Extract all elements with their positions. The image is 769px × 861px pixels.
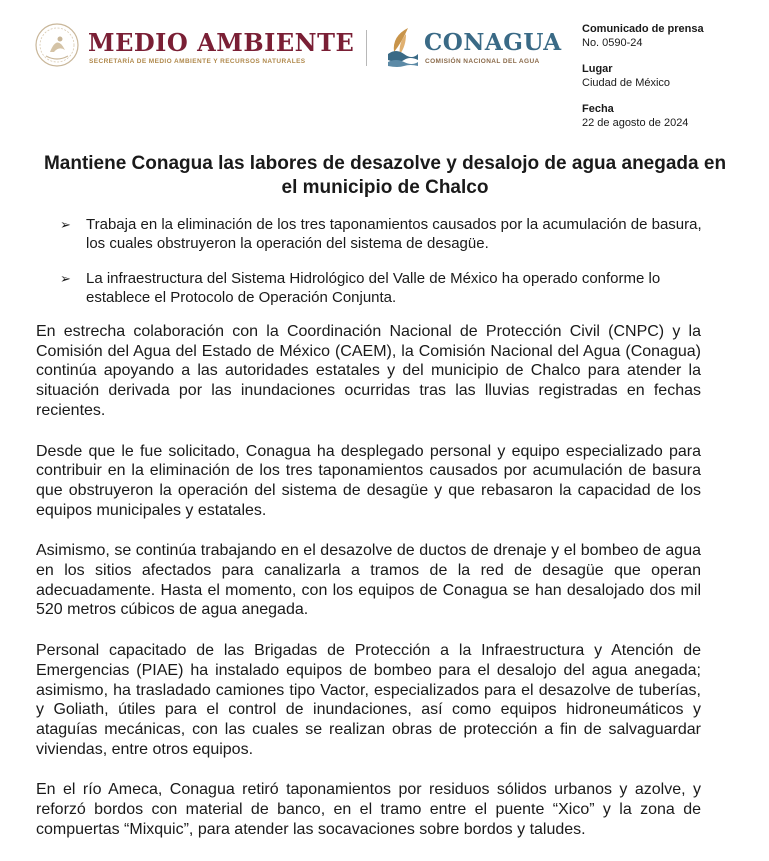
press-release-meta xyxy=(582,22,704,142)
meta-value-date: 22 de agosto de 2024 xyxy=(582,117,689,129)
headline: Mantiene Conagua las labores de desazolve y desalojo de agua anegada en el municipio de Chalco xyxy=(43,153,727,198)
bullet-text: La infraestructura del Sistema Hidrológico del Valle de México ha operado conforme lo establece el Protocolo de Operación Conjunta. xyxy=(86,270,661,306)
paragraph: Asimismo, se continúa trabajando en el desazolve de ductos de drenaje y el bombeo de agua en los sitios afectados para canalizarla a tramos de la red de desagüe que operan adecuadamente. Hasta el momento, con los equipos de Conagua se han desalojado dos mil 520 metros cúbicos de agua anegada. xyxy=(36,542,701,619)
arrow-bullet-icon: ➢ xyxy=(60,217,71,232)
meta-label-release: Comunicado de prensa xyxy=(582,23,704,35)
arrow-bullet-icon: ➢ xyxy=(60,271,71,286)
paragraph: En el río Ameca, Conagua retiró taponamientos por residuos sólidos urbanos y azolve, y reforzó bordos con material de banco, en el tramo entre el puente “Xico” y la zona de compuertas “Mixquic”, para atender las socavaciones sobre bordos y taludes. xyxy=(36,781,701,838)
meta-label-date: Fecha xyxy=(582,103,614,115)
logo-divider xyxy=(366,30,367,66)
conagua-subtitle: COMISIÓN NACIONAL DEL AGUA xyxy=(425,58,540,65)
list-item xyxy=(60,216,710,253)
paragraph: Desde que le fue solicitado, Conagua ha desplegado personal y equipo especializado para contribuir en la eliminación de los tres taponamientos causados por acumulación de basura que obstruyeron la operación del sistema de desagüe y que rebasaron la capacidad de los equipos municipales y estatales. xyxy=(36,442,701,519)
meta-value-release: No. 0590-24 xyxy=(582,37,643,49)
semarnat-subtitle: SECRETARÍA DE MEDIO AMBIENTE Y RECURSOS NATURALES xyxy=(89,58,306,65)
document-header xyxy=(0,0,769,140)
bullet-text: Trabaja en la eliminación de los tres taponamientos causados por la acumulación de basura, los cuales obstruyeron la operación del sistema de desagüe. xyxy=(86,216,702,252)
paragraph: Personal capacitado de las Brigadas de Protección a la Infraestructura y Atención de Emergencias (PIAE) ha instalado equipos de bombeo para el desalojo del agua anegada; asimismo, ha trasladado camiones tipo Vactor, especializados para el desazolve de tuberías, y Goliath, útiles para el control de inundaciones, así como equipos hidroneumáticos y ataguías mecánicas, con las cuales se realizan obras de protección a fin de salvaguardar viviendas, entre otros equipos. xyxy=(36,642,701,758)
conagua-title: CONAGUA xyxy=(424,29,562,56)
meta-label-place: Lugar xyxy=(582,63,613,75)
summary-bullets xyxy=(60,216,710,324)
meta-value-place: Ciudad de México xyxy=(582,77,671,89)
conagua-logo-icon xyxy=(384,24,420,70)
semarnat-title: MEDIO AMBIENTE xyxy=(88,28,355,57)
list-item xyxy=(60,270,710,307)
article-body xyxy=(36,322,701,860)
paragraph: En estrecha colaboración con la Coordinación Nacional de Protección Civil (CNPC) y la Comisión del Agua del Estado de México (CAEM), la Comisión Nacional del Agua (Conagua) continúa apoyando a las autoridades estatales y del municipio de Chalco para atender la situación derivada por las inundaciones ocurridas tras las lluvias registradas en fechas recientes. xyxy=(36,323,701,419)
mexico-coat-of-arms-icon xyxy=(32,22,82,68)
